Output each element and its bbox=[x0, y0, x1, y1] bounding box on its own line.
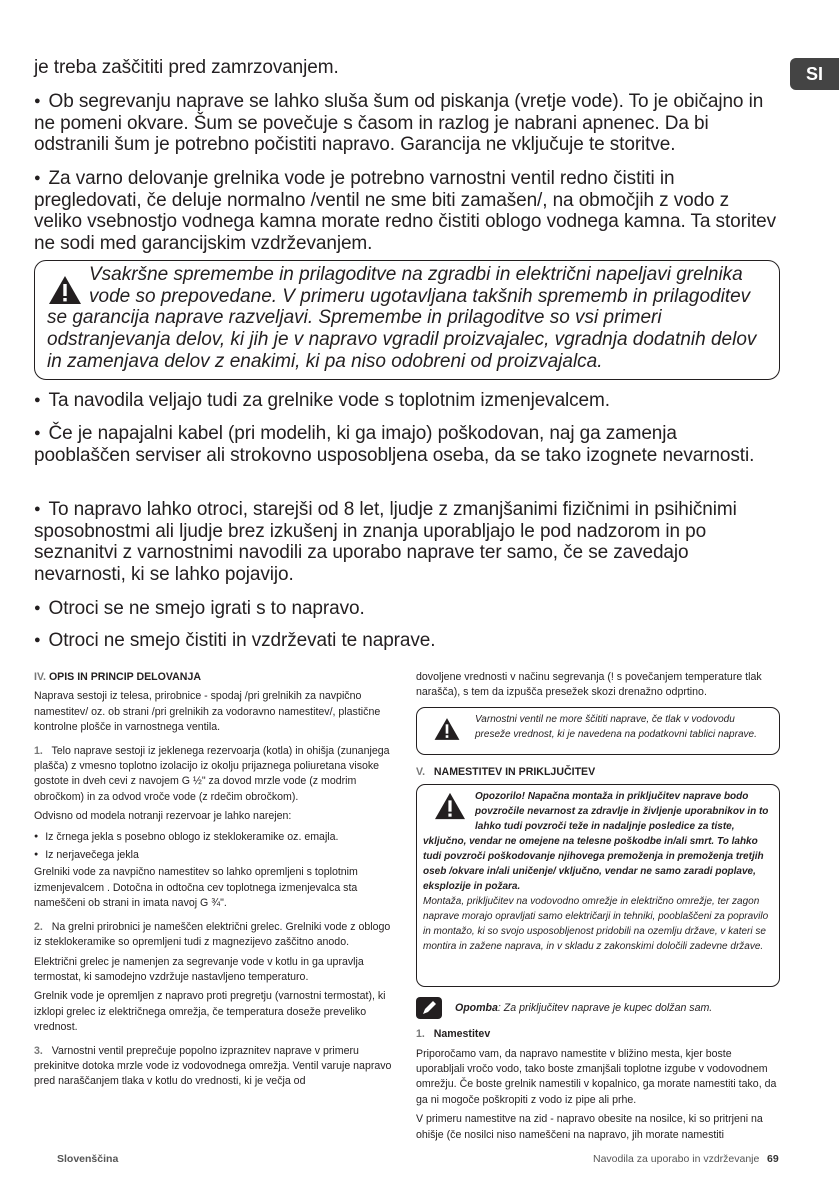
subheading-title: Namestitev bbox=[433, 1028, 491, 1041]
item-text: Varnostni ventil preprečuje popolno izpraznitev naprave v primeru prekinitve dotoka mrzle vode iz vodovodnega omrežja. Ventil varuje napravo pred naraščanjem tlaka v kotlu do vrednosti, ki je večja od bbox=[34, 1044, 392, 1088]
intro-text: Naprava sestoji iz telesa, prirobnice - spodaj /pri grelnikih za navpično namestitev/ oz. ob strani /pri grelnikih za vodoravno namestitev/, plastične kontrolne plošče in varnostnega ventila. bbox=[34, 690, 381, 734]
note-text: : Za priključitev naprave je kupec dolžan sam. bbox=[497, 1002, 713, 1015]
tank-options: Odvisno od modela notranji rezervoar je lahko narejen: bbox=[34, 810, 292, 823]
item-2 bbox=[34, 920, 396, 951]
section-heading-v bbox=[416, 765, 780, 780]
item-3 bbox=[34, 1044, 396, 1090]
installation-text-1: Priporočamo vam, da napravo namestite v bližino mesta, kjer boste uporabljali vročo vodo, tako boste zmanjšali toplotne izgube v vodovodnem omrežju. Če boste grelnik namestili v kopalnico, ga morate namestiti tako, da ga ni mogoče poškropiti z vodo iz pipe ali prhe. bbox=[416, 1047, 777, 1106]
warning-icon bbox=[47, 274, 83, 306]
note bbox=[416, 997, 780, 1019]
language-tab: SI bbox=[790, 58, 839, 90]
paragraph-children-play: ● Otroci se ne smejo igrati s to napravo. bbox=[34, 598, 776, 620]
paragraph-frost: je treba zaščititi pred zamrzovanjem. bbox=[34, 57, 339, 78]
warning-text: Vsakršne spremembe in prilagoditve na zgradbi in električni napeljavi grelnika vode so prepovedane. V primeru ugotavljana takšnih sprememb in prilagoditev se garancija naprave razveljavi. Spremembe in prilagoditve so vsi primeri odstranjevanja delov, ki jih je v napravo vgradil proizvajalec, vgradnja dodatnih delov in zamenjava delov z enakimi, ki pa niso odobreni od proizvajalca. bbox=[47, 264, 757, 372]
paragraph-heat-exchanger: ● Ta navodila veljajo tudi za grelnike vode s toplotnim izmenjevalcem. bbox=[34, 390, 776, 412]
section-heading-iv bbox=[34, 670, 396, 685]
heater-text: Električni grelec je namenjen za segrevanje vode v kotlu in ga upravlja termostat, ki samodejno vzdržuje nastavljeno temperaturo. bbox=[34, 955, 364, 983]
warning-bold-text: Opozorilo! Napačna montaža in priključitev naprave bodo povzročile nevarnost za zdravlje in življenje uporabnikov in to lahko tudi povzroči teže in nadaljnje posledice za tiste, vključno, vendar ne omejene na telesne poškodbe in/ali smrt. To lahko tudi povzroči poškodovanje njihovega premoženja in premoženja tretjih oseb /okvare in/ali uničenje/ vključno, vendar ne samo zaradi poplave, eksplozije in požara. bbox=[423, 791, 769, 893]
pencil-icon bbox=[416, 997, 442, 1019]
item-number: 3. bbox=[34, 1044, 43, 1057]
note-label: Opomba bbox=[454, 1002, 498, 1015]
paragraph-noise: ● Ob segrevanju naprave se lahko sluša šum od piskanja (vretje vode). To je običajno in ne pomeni okvare. Šum se povečuje s časom in razlog je nabrani apnenec. Da bi odstranili šum je potrebno počistiti napravo. Garancija ne vključuje te storitve. bbox=[34, 91, 776, 156]
subheading-installation bbox=[416, 1027, 780, 1042]
installation-text-2: V primeru namestitve na zid - napravo obesite na nosilce, ki so pritrjeni na ohišje (če nosilci niso nameščeni na napravo, jih morate namestiti bbox=[416, 1113, 763, 1141]
heat-exchanger-text: Grelniki vode za navpično namestitev so lahko opremljeni s toplotnim izmenjevalcem . Dotočna in odtočna cev toplotnega izmenjevalca sta nameščeni ob strani in imata navoj G ¾". bbox=[34, 866, 358, 910]
warning-text: Varnostni ventil ne more ščititi naprave, če tlak v vodovodu preseže vrednost, ki je navedena na podatkovni tablici naprave. bbox=[475, 713, 757, 740]
item-number: 1. bbox=[34, 744, 43, 757]
list-item: ● Iz nerjavečega jekla bbox=[34, 847, 396, 863]
warning-box-modifications bbox=[34, 260, 780, 380]
section-title: OPIS IN PRINCIP DELOVANJA bbox=[48, 671, 202, 683]
right-column bbox=[416, 670, 780, 1147]
left-column bbox=[34, 670, 396, 1094]
warning-icon bbox=[433, 791, 467, 821]
footer-language: Slovenščina bbox=[57, 1153, 119, 1165]
footer-title: Navodila za uporabo in vzdrževanje bbox=[593, 1153, 760, 1165]
warning-box-installation bbox=[416, 784, 780, 987]
paragraph-power-cable: ● Če je napajalni kabel (pri modelih, ki ga imajo) poškodovan, naj ga zamenja pooblaščen serviser ali strokovno usposobljena oseba, da se tako izognete nevarnosti. bbox=[34, 423, 776, 466]
item-number: 1. bbox=[416, 1028, 425, 1041]
paragraph-children-use: ● To napravo lahko otroci, starejši od 8 let, ljudje z zmanjšanimi fizičnimi in psihičnimi sposobnostmi ali ljudje brez izkušenj in znanja uporabljajo le pod nadzorom in po seznanitvi z varnostnimi navodili za uporabo naprave ter samo, če se zavedajo nevarnosti, ki se lahko pojavijo. bbox=[34, 499, 776, 585]
item-text: Telo naprave sestoji iz jeklenega rezervoarja (kotla) in ohišja (zunanjega plašča) z vmesno toplotno izolacijo iz okolju prijaznega poliuretana visoke gostote in dveh cevi z navojem G ½" za dovod mrzle vode (z modrim obročkom) in za odvod vroče vode (z rdečim obročkom). bbox=[34, 744, 390, 803]
item-text: Na grelni prirobnici je nameščen električni grelec. Grelniki vode z oblogo iz steklokeramike so opremljeni tudi z magnezijevo zaščitno anodo. bbox=[34, 920, 391, 949]
paragraph-safety-valve: ● Za varno delovanje grelnika vode je potrebno varnostni ventil redno čistiti in pregledovati, če deluje normalno /ventil ne sme biti zamašen/, na območjih z vodo z veliko vsebnostjo vodnega kamna morate redno čistiti oblogo vodnega kamna. Ta storitev ne sodi med garancijskim vzdrževanjem. bbox=[34, 168, 776, 254]
section-number: IV. bbox=[34, 671, 46, 683]
overheat-text: Grelnik vode je opremljen z napravo proti pregretju (varnostni termostat), ki izklopi grelec iz električnega omrežja, če temperatura doseže preveliko vrednost. bbox=[34, 990, 386, 1034]
warning-italic-text: Montaža, priključitev na vodovodno omrežje in električno omrežje, ter zagon naprave morajo opravljati samo električarji in tehniki, pooblaščeni za popravilo in montažo, ki so svojo usposobljenost pridobili na ozemlju države, v kateri se montira in zažene naprava, in v skladu z zakonskimi določili zadevne države. bbox=[423, 896, 769, 953]
warning-icon bbox=[433, 716, 461, 742]
list-item: ● Iz črnega jekla s posebno oblogo iz steklokeramike oz. emajla. bbox=[34, 829, 396, 845]
continued-text: dovoljene vrednosti v načinu segrevanja (! s povečanjem temperature tlak narašča), s tem da izpušča presežek skozi drenažno odprtino. bbox=[416, 671, 762, 699]
section-number: V. bbox=[416, 765, 426, 778]
page-number: 69 bbox=[767, 1153, 779, 1165]
item-number: 2. bbox=[34, 920, 43, 933]
paragraph-children-clean: ● Otroci ne smejo čistiti in vzdrževati te naprave. bbox=[34, 630, 776, 652]
section-title: NAMESTITEV IN PRIKLJUČITEV bbox=[433, 765, 596, 778]
warning-box-valve bbox=[416, 707, 780, 755]
item-1 bbox=[34, 744, 396, 806]
